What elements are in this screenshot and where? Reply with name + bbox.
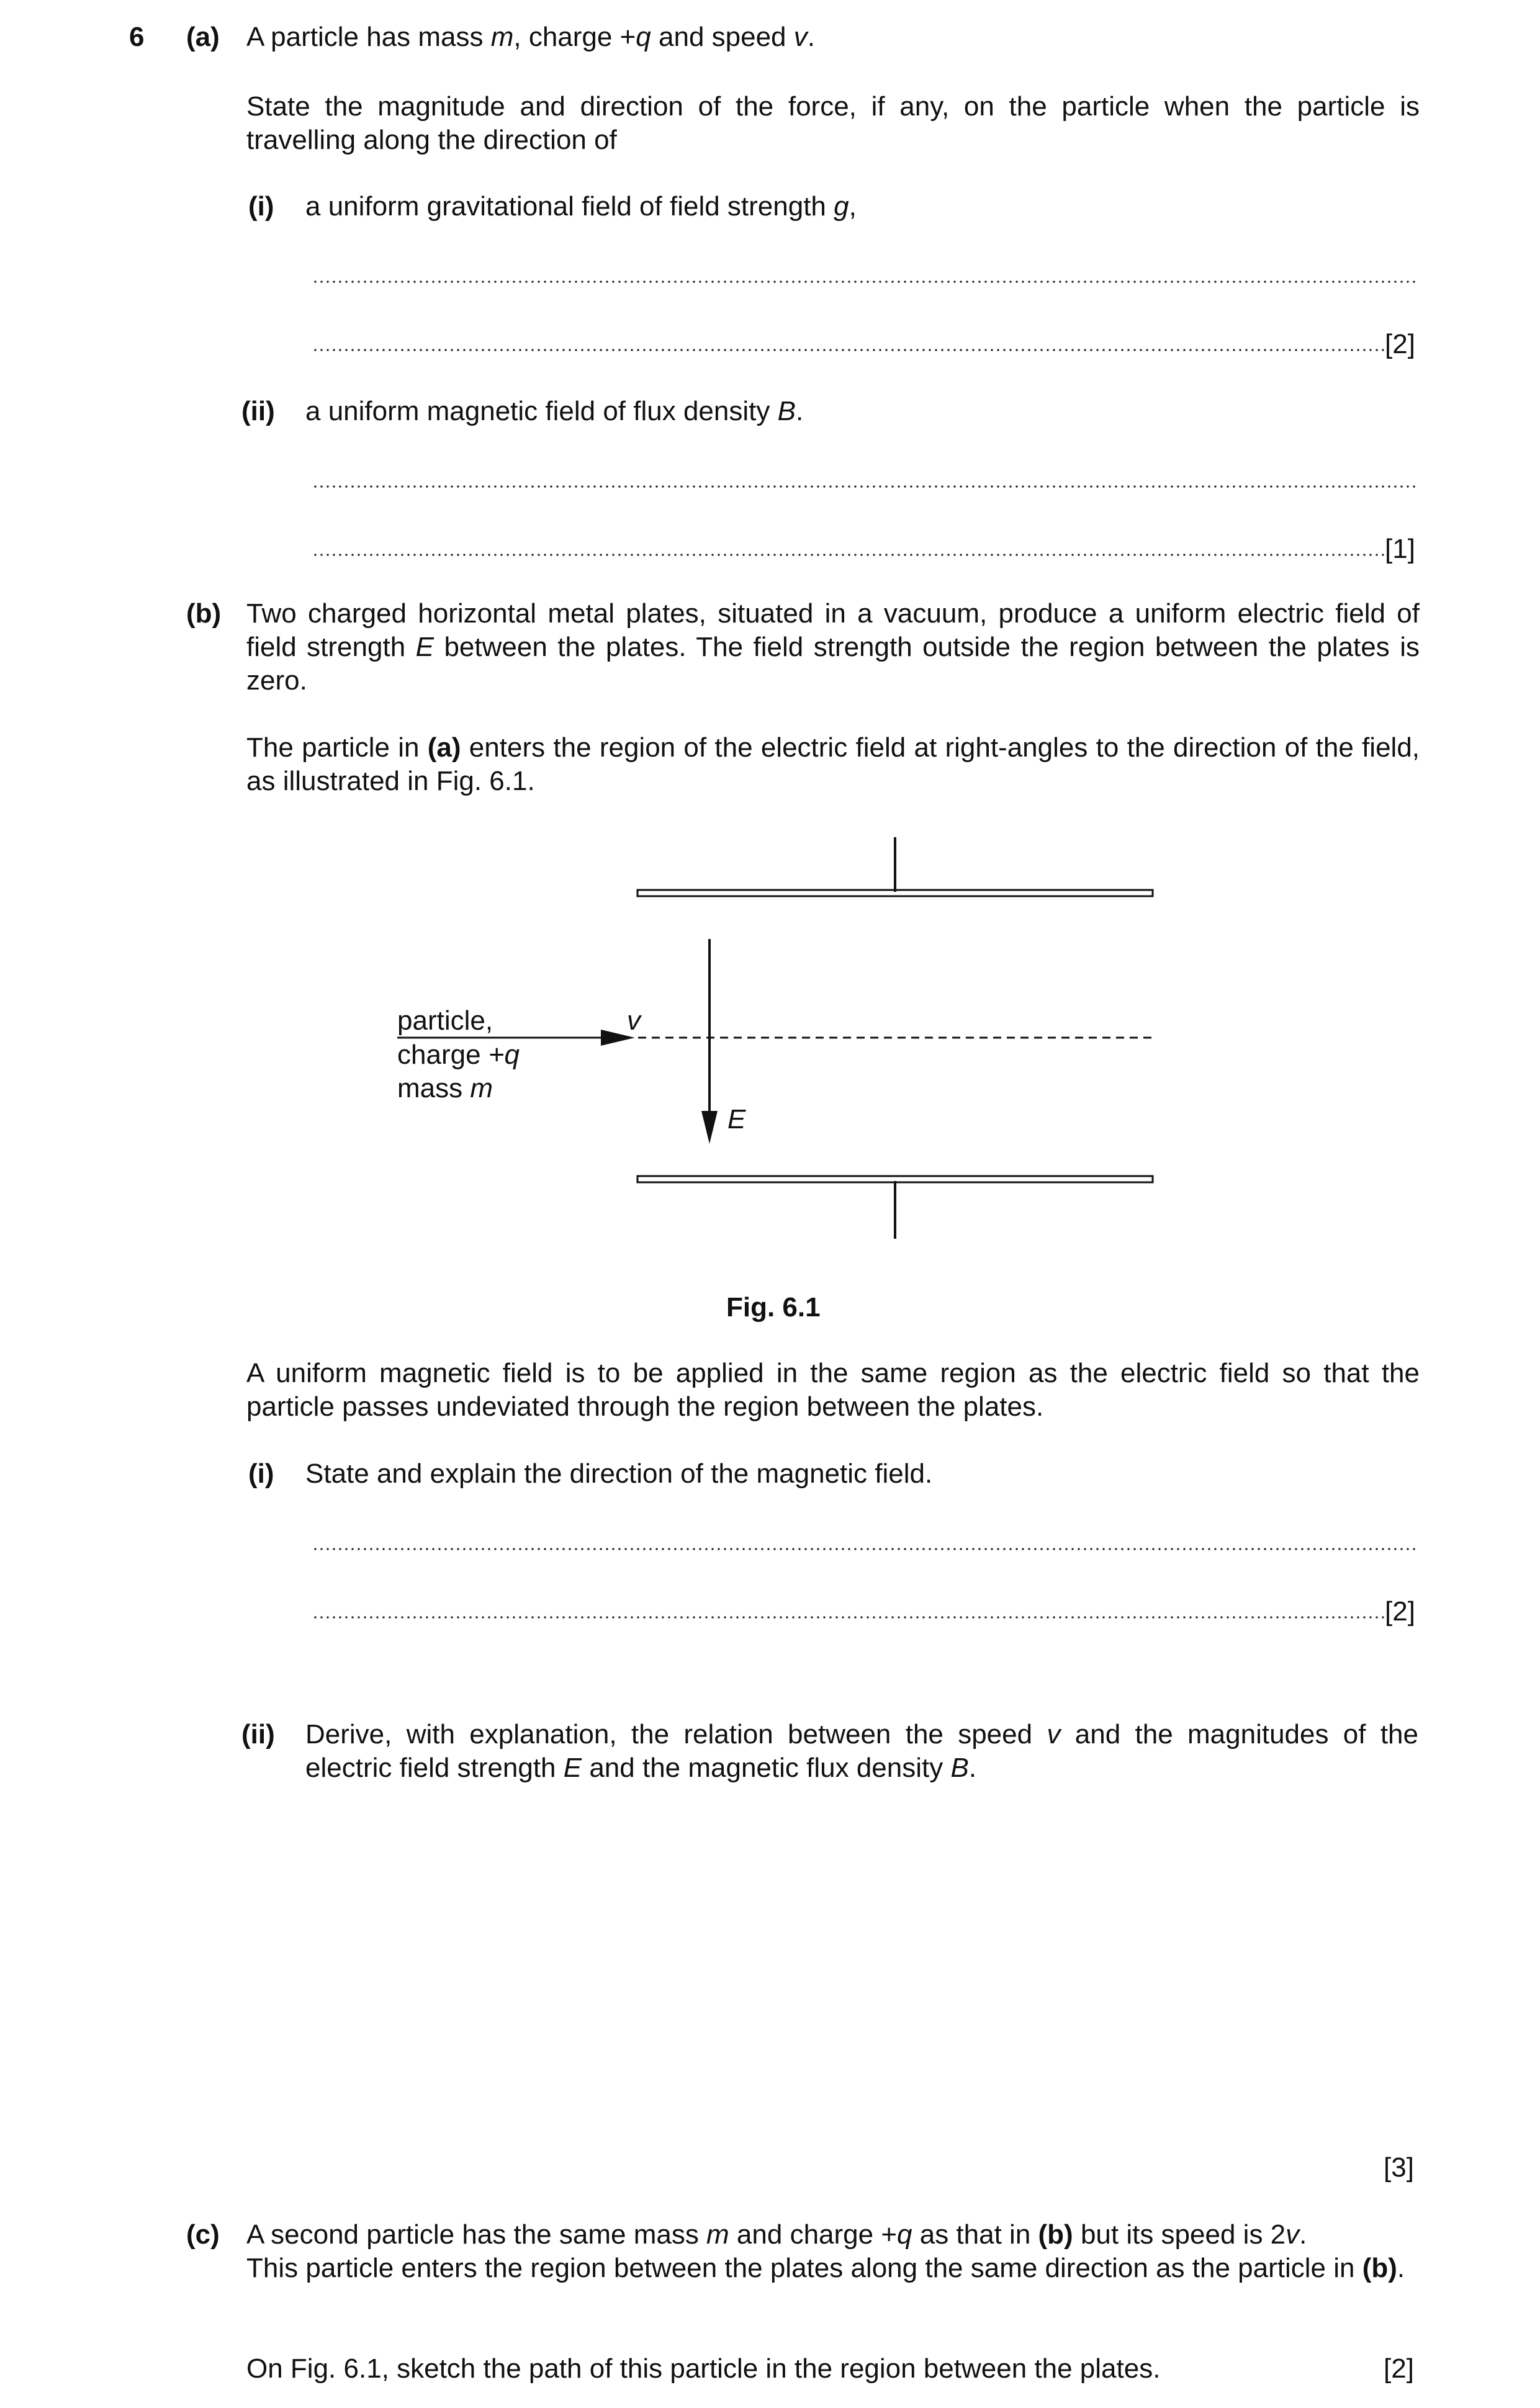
label-v: v [627,1005,641,1036]
label-E: E [727,1104,746,1134]
part-a-ii-text: a uniform magnetic field of flux density B. [305,396,804,426]
part-c-label: (c) [186,2219,220,2250]
marks-label: [2] [1385,1596,1415,1627]
field-arrowhead [701,1111,718,1144]
label-mass: mass m [397,1073,493,1103]
figure-caption: Fig. 6.1 [726,1292,821,1323]
answer-line[interactable] [312,1548,1417,1550]
top-plate [637,837,1153,896]
part-a-i-label: (i) [248,191,274,222]
working-space[interactable] [305,1787,1410,2135]
part-b-para1: Two charged horizontal metal plates, situated in a vacuum, produce a uniform electric field of field strength E between the plates. The field strength outside the region between the plates is zero. [246,598,1420,696]
marks-label: [1] [1385,534,1415,564]
marks-label: [2] [1385,329,1415,359]
label-particle: particle, [397,1005,493,1036]
part-c-line2: This particle enters the region between the plates along the same direction as the particle in (b). [246,2253,1405,2283]
part-b-i-text: State and explain the direction of the magnetic field. [305,1458,933,1489]
part-a-label: (a) [186,22,220,52]
part-b-label: (b) [186,598,222,629]
part-b-para3: A uniform magnetic field is to be applied in the same region as the electric field so that the particle passes undeviated through the region between the plates. [246,1358,1420,1422]
part-a-i-text: a uniform gravitational field of field strength g, [305,191,857,222]
part-a-instruction: State the magnitude and direction of the force, if any, on the particle when the particle is travelling along the direction of [246,91,1420,155]
part-b-i-label: (i) [248,1458,274,1489]
part-c-line1: A second particle has the same mass m and charge +q as that in (b) but its speed is 2v. [246,2219,1307,2250]
part-b-ii-label: (ii) [241,1719,275,1750]
marks-label: [3] [1384,2152,1414,2183]
label-charge: charge +q [397,1040,520,1070]
part-c-instruction: On Fig. 6.1, sketch the path of this particle in the region between the plates. [246,2353,1161,2384]
part-a-intro: A particle has mass m, charge +q and speed v. [246,22,815,52]
question-number: 6 [129,22,145,52]
bottom-plate [637,1176,1153,1239]
answer-line[interactable] [312,1616,1385,1619]
part-a-ii-label: (ii) [241,396,275,426]
part-b-ii-text: Derive, with explanation, the relation between the speed v and the magnitudes of the electric field strength E and the magnetic flux density B. [305,1719,1418,1783]
part-b-para2: The particle in (a) enters the region of the electric field at right-angles to the direction of the field, as illustrated in Fig. 6.1. [246,732,1420,796]
marks-label: [2] [1384,2353,1414,2384]
